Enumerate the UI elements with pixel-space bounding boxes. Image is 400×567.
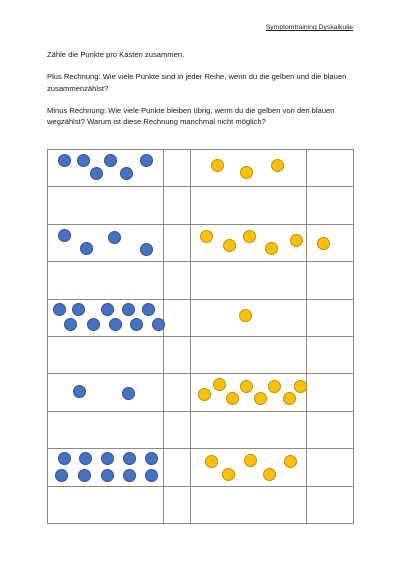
blue-dot (58, 452, 71, 465)
blue-dot (123, 452, 136, 465)
yellow-dot (239, 309, 252, 322)
blue-dot (130, 318, 143, 331)
answer-cell (191, 486, 307, 523)
yellow-dot (240, 380, 253, 393)
yellow-dot (290, 234, 303, 247)
yellow-dot-box (191, 299, 307, 336)
blue-dot (120, 167, 133, 180)
blue-dot (140, 154, 153, 167)
answer-cell (164, 486, 191, 523)
page-header: Symptomtraining Dyskalkulie (265, 24, 353, 31)
answer-cell-blue (164, 374, 191, 411)
yellow-dot (222, 468, 235, 481)
answer-cell (307, 486, 354, 523)
dot-row (48, 224, 354, 261)
answer-row (48, 336, 354, 373)
answer-cell (191, 262, 307, 299)
blue-dot (78, 469, 91, 482)
answer-cell-blue (164, 150, 191, 187)
yellow-dot (265, 242, 278, 255)
yellow-dot-box (191, 150, 307, 187)
answer-cell (191, 336, 307, 373)
blue-dot (77, 154, 90, 167)
blue-dot (55, 469, 68, 482)
blue-dot (101, 452, 114, 465)
instruction-count: Zähle die Punkte pro Kasten zusammen. (47, 50, 185, 59)
yellow-dot (200, 230, 213, 243)
blue-dot (64, 318, 77, 331)
answer-cell (48, 262, 164, 299)
answer-cell-blue (164, 224, 191, 261)
answer-cell (191, 187, 307, 224)
blue-dot (58, 154, 71, 167)
answer-cell-yellow (307, 224, 354, 261)
yellow-dot (226, 392, 239, 405)
yellow-dot (263, 468, 276, 481)
blue-dot-box (48, 449, 164, 486)
answer-cell (191, 411, 307, 448)
answer-cell-blue (164, 449, 191, 486)
answer-cell (48, 486, 164, 523)
answer-cell (48, 411, 164, 448)
blue-dot (58, 229, 71, 242)
yellow-dot (211, 159, 224, 172)
answer-cell (307, 187, 354, 224)
answer-cell (164, 411, 191, 448)
answer-row (48, 486, 354, 523)
blue-dot (122, 303, 135, 316)
blue-dot-box (48, 374, 164, 411)
yellow-dot (223, 239, 236, 252)
blue-dot (101, 469, 114, 482)
yellow-dot (268, 380, 281, 393)
yellow-dot-box (191, 374, 307, 411)
answer-cell-blue (164, 299, 191, 336)
blue-dot-box (48, 224, 164, 261)
answer-row (48, 187, 354, 224)
yellow-dot-box (191, 449, 307, 486)
blue-dot (72, 303, 85, 316)
blue-dot (122, 387, 135, 400)
answer-cell (164, 262, 191, 299)
yellow-dot (254, 392, 267, 405)
dot-row (48, 449, 354, 486)
dot-row (48, 374, 354, 411)
yellow-dot-box (191, 224, 307, 261)
yellow-dot (198, 388, 211, 401)
blue-dot (101, 303, 114, 316)
answer-cell (48, 336, 164, 373)
blue-dot (140, 243, 153, 256)
blue-dot (79, 452, 92, 465)
blue-dot (109, 318, 122, 331)
answer-cell (307, 411, 354, 448)
yellow-dot (284, 455, 297, 468)
instructions (47, 49, 359, 138)
answer-cell-yellow (307, 374, 354, 411)
blue-dot (87, 318, 100, 331)
yellow-dot (243, 230, 256, 243)
answer-row (48, 411, 354, 448)
blue-dot (90, 167, 103, 180)
blue-dot (108, 231, 121, 244)
answer-cell (307, 336, 354, 373)
blue-dot (104, 154, 117, 167)
answer-cell (164, 336, 191, 373)
blue-dot (123, 469, 136, 482)
answer-cell (307, 262, 354, 299)
yellow-dot (240, 166, 253, 179)
blue-dot (53, 303, 66, 316)
dot-row (48, 299, 354, 336)
answer-cell-yellow (307, 150, 354, 187)
answer-cell-yellow (307, 299, 354, 336)
instruction-plus: Plus Rechnung: Wie viele Punkte sind in jeder Reihe, wenn du die gelben und die blauen zusammenzählst? (47, 72, 347, 93)
yellow-dot (283, 392, 296, 405)
yellow-dot (244, 454, 257, 467)
blue-dot (145, 469, 158, 482)
dot-row (48, 150, 354, 187)
instruction-minus: Minus Rechnung: Wie viele Punkte bleiben übrig, wenn du die gelben von den blauen wegzählst? Warum ist diese Rechnung manchmal nicht möglich? (47, 105, 335, 127)
blue-dot (73, 385, 86, 398)
answer-cell (48, 187, 164, 224)
yellow-dot (271, 159, 284, 172)
blue-dot-box (48, 299, 164, 336)
yellow-dot (205, 455, 218, 468)
blue-dot (80, 242, 93, 255)
dot-table (47, 149, 354, 524)
blue-dot (145, 452, 158, 465)
answer-cell (164, 187, 191, 224)
yellow-dot (213, 378, 226, 391)
answer-row (48, 262, 354, 299)
blue-dot-box (48, 150, 164, 187)
answer-cell-yellow (307, 449, 354, 486)
yellow-dot (294, 380, 307, 393)
blue-dot (142, 303, 155, 316)
